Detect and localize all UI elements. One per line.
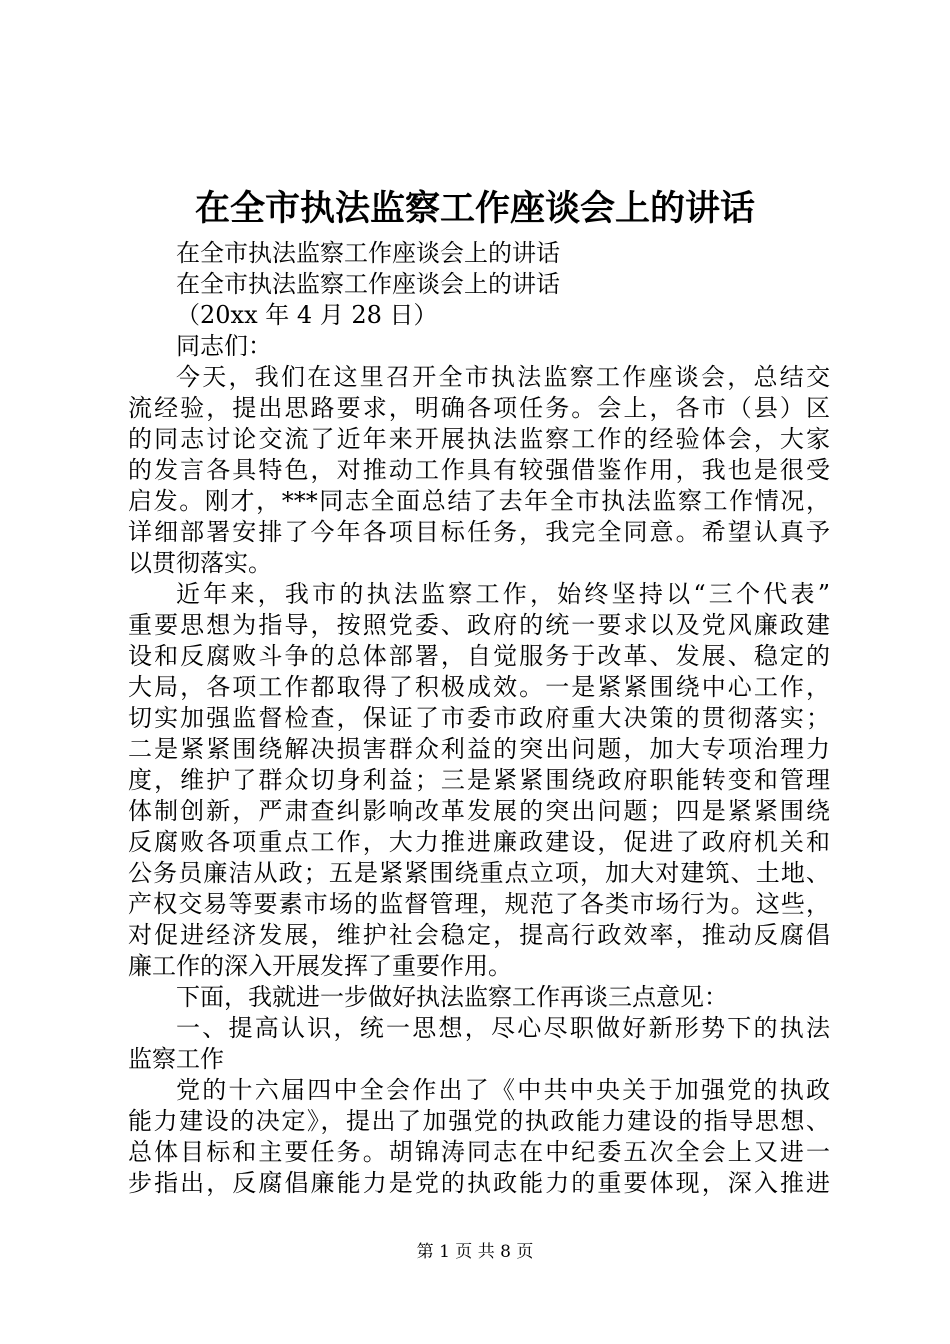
text-line: 下面，我就进一步做好执法监察工作再谈三点意见： xyxy=(176,983,728,1011)
text-line: 体制创新，严肃查纠影响改革发展的突出问题；四是紧紧围绕 xyxy=(128,797,830,825)
text-line: 详细部署安排了今年各项目标任务，我完全同意。希望认真予 xyxy=(128,518,830,546)
text-line: 度，维护了群众切身利益；三是紧紧围绕政府职能转变和管理 xyxy=(128,766,830,794)
text-line: 流经验，提出思路要求，明确各项任务。会上，各市（县）区 xyxy=(128,394,830,422)
text-line: 在全市执法监察工作座谈会上的讲话 xyxy=(176,239,560,267)
text-line: 二是紧紧围绕解决损害群众利益的突出问题，加大专项治理力 xyxy=(128,735,830,763)
text-line: 一、提高认识，统一思想，尽心尽职做好新形势下的执法 xyxy=(176,1014,830,1042)
page-footer: 第 1 页 共 8 页 xyxy=(416,1242,534,1262)
text-line: 重要思想为指导，按照党委、政府的统一要求以及党风廉政建 xyxy=(128,611,830,639)
text-line: （20xx 年 4 月 28 日） xyxy=(176,301,438,329)
text-line: 总体目标和主要任务。胡锦涛同志在中纪委五次全会上又进一 xyxy=(128,1138,830,1166)
text-line: 今天，我们在这里召开全市执法监察工作座谈会，总结交 xyxy=(176,363,830,391)
text-line: 对促进经济发展，维护社会稳定，提高行政效率，推动反腐倡 xyxy=(128,921,830,949)
text-line: 近年来，我市的执法监察工作，始终坚持以“三个代表” xyxy=(176,580,830,608)
text-line: 在全市执法监察工作座谈会上的讲话 xyxy=(176,270,560,298)
text-line: 党的十六届四中全会作出了《中共中央关于加强党的执政 xyxy=(176,1076,830,1104)
text-line: 公务员廉洁从政；五是紧紧围绕重点立项，加大对建筑、土地、 xyxy=(128,859,830,887)
document-body xyxy=(128,238,830,1199)
text-line: 的发言各具特色，对推动工作具有较强借鉴作用，我也是很受 xyxy=(128,456,830,484)
text-line: 监察工作 xyxy=(128,1045,224,1073)
text-line: 大局，各项工作都取得了积极成效。一是紧紧围绕中心工作， xyxy=(128,673,830,701)
text-line: 产权交易等要素市场的监督管理，规范了各类市场行为。这些， xyxy=(128,890,830,918)
text-line: 以贯彻落实。 xyxy=(128,549,272,577)
text-line: 的同志讨论交流了近年来开展执法监察工作的经验体会，大家 xyxy=(128,425,830,453)
text-line: 启发。刚才，***同志全面总结了去年全市执法监察工作情况， xyxy=(128,487,830,515)
text-line: 步指出，反腐倡廉能力是党的执政能力的重要体现，深入推进 xyxy=(128,1169,830,1197)
text-line: 廉工作的深入开展发挥了重要作用。 xyxy=(128,952,512,980)
text-line: 设和反腐败斗争的总体部署，自觉服务于改革、发展、稳定的 xyxy=(128,642,830,670)
document-title: 在全市执法监察工作座谈会上的讲话 xyxy=(194,188,755,229)
text-line: 反腐败各项重点工作，大力推进廉政建设，促进了政府机关和 xyxy=(128,828,830,856)
text-line: 同志们： xyxy=(176,332,272,360)
text-line: 能力建设的决定》，提出了加强党的执政能力建设的指导思想、 xyxy=(128,1107,830,1135)
text-line: 切实加强监督检查，保证了市委市政府重大决策的贯彻落实； xyxy=(128,704,830,732)
